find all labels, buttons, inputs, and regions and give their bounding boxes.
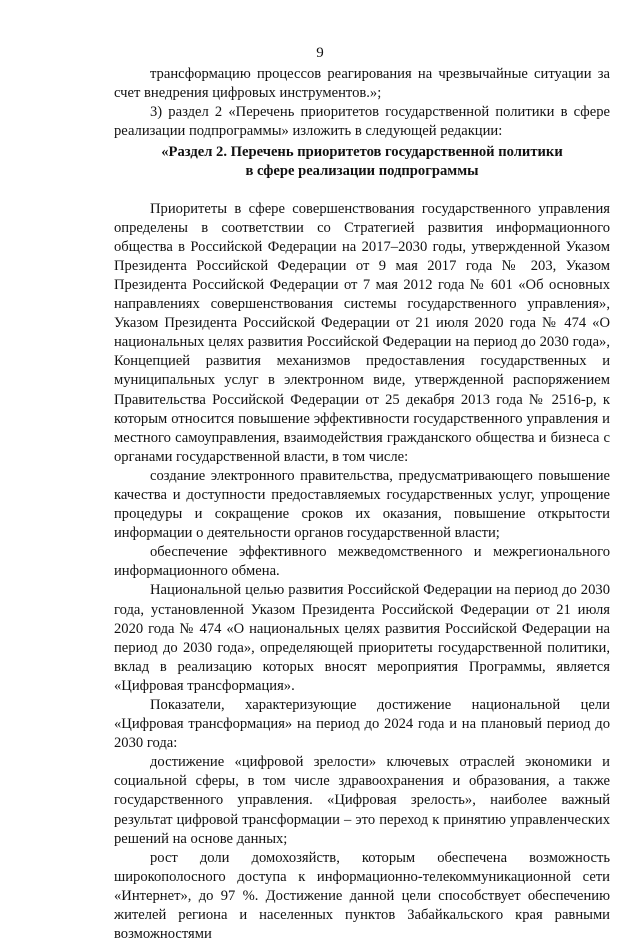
paragraph: трансформацию процессов реагирования на чрезвычайные ситуации за счет внедрения цифровых инструментов.»; — [114, 66, 610, 102]
page-body — [114, 65, 610, 944]
paragraph: создание электронного правительства, предусматривающего повышение качества и доступности предоставляемых государственных услуг, упрощение процедуры и сокращение сроков их оказания, повышение открытости информации о деятельности органов государственной власти; — [114, 467, 610, 542]
section-heading-line: «Раздел 2. Перечень приоритетов государственной политики — [161, 144, 563, 161]
paragraph: достижение «цифровой зрелости» ключевых отраслей экономики и социальной сферы, в том числе здравоохранения и образования, а также государственного управления. «Цифровая зрелость», наиболее важный результат цифровой трансформации – это переход к принятию управленческих решений на основе данных; — [114, 754, 610, 847]
paragraph: Показатели, характеризующие достижение национальной цели «Цифровая трансформация» на период до 2024 года и на плановый период до 2030 года: — [114, 697, 610, 752]
paragraph: обеспечение эффективного межведомственного и межрегионального информационного обмена. — [114, 544, 610, 580]
section-heading-line: в сфере реализации подпрограммы — [245, 163, 479, 180]
section-heading — [114, 143, 610, 181]
paragraph: Приоритеты в сфере совершенствования государственного управления определены в соответствии со Стратегией развития информационного общества в Российской Федерации на 2017–2030 годы, утвержденной Указом Президента Российской Федерации от 9 мая 2017 года № 203, Указом Президента Российской Федерации от 7 мая 2012 года № 601 «Об основных направлениях совершенствования системы государственного управления», Указом Президента Российской Федерации от 21 июля 2020 года № 474 «О национальных целях развития Российской Федерации на период до 2030 года», Концепцией развития механизмов предоставления государственных и муниципальных услуг в электронном виде, утвержденной распоряжением Правительства Российской Федерации от 25 декабря 2013 года № 2516-р, к которым относится повышение эффективности государственного управления и местного самоуправления, взаимодействия гражданского общества и бизнеса с органами государственной власти, в том числе: — [114, 200, 610, 465]
paragraph: Национальной целью развития Российской Федерации на период до 2030 года, установленной Указом Президента Российской Федерации от 21 июля 2020 года № 474 «О национальных целях развития Российской Федерации на период до 2030 года», определяющей приоритеты государственной политики, вклад в реализацию которых вносят мероприятия Программы, является «Цифровая трансформация». — [114, 582, 610, 694]
paragraph: рост доли домохозяйств, которым обеспечена возможность широкополосного доступа к информационно-телекоммуникационной сети «Интернет», до 97 %. Достижение данной цели способствует обеспечению жителей региона и населенных пунктов Забайкальского края равными возможностями — [114, 849, 610, 943]
spacer — [114, 182, 610, 200]
paragraph: 3) раздел 2 «Перечень приоритетов государственной политики в сфере реализации подпрограммы» изложить в следующей редакции: — [114, 104, 610, 140]
page-number: 9 — [316, 45, 324, 61]
